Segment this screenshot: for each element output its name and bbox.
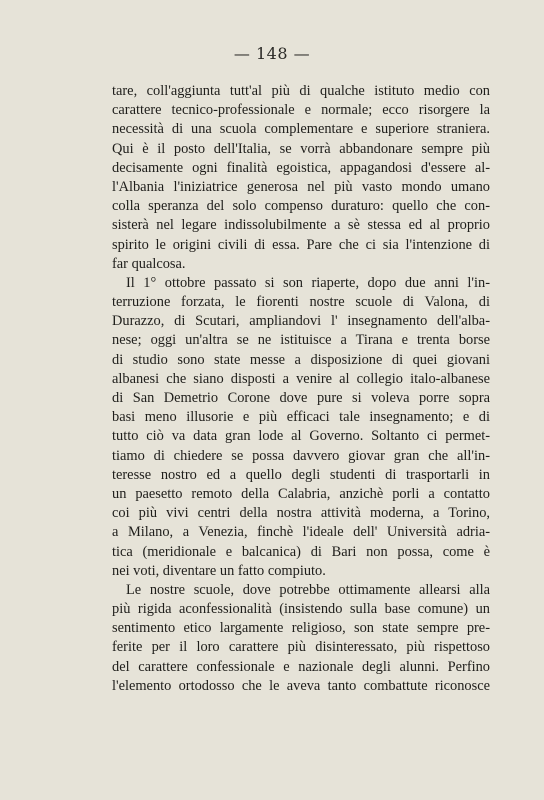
- text-line: teresse nostro ed a quello degli studenti di trasportarli in: [112, 466, 490, 483]
- text-line: basi meno illusorie e più efficaci tale insegnamento; e di: [112, 409, 490, 426]
- text-line: colla speranza del solo compenso duraturo: quello che con-: [112, 198, 490, 215]
- text-line: nese; oggi un'altra se ne istituisce a Tirana e trenta borse: [112, 332, 490, 349]
- page-number: — 148 —: [233, 44, 311, 63]
- text-line: terruzione forzata, le fiorenti nostre scuole di Valona, di: [112, 294, 490, 311]
- text-line: nei voti, diventare un fatto compiuto.: [112, 562, 326, 579]
- text-line: spirito le origini civili di essa. Pare che ci sia l'intenzione di: [112, 236, 490, 253]
- text-line: a Milano, a Venezia, finchè l'ideale dell' Università adria-: [112, 524, 490, 541]
- text-line: di studio sono state messe a disposizione di quei giovani: [112, 351, 490, 368]
- text-line: sentimento etico largamente religioso, son state sempre pre-: [112, 620, 490, 637]
- text-line: Il 1° ottobre passato si son riaperte, dopo due anni l'in-: [126, 274, 490, 291]
- text-line: tutto ciò va data gran lode al Governo. Soltanto ci permet-: [112, 428, 490, 445]
- text-line: l'elemento ortodosso che le aveva tanto combattute riconosce: [112, 677, 490, 694]
- body-text: [112, 82, 490, 696]
- text-line: tiamo di chiedere se possa davvero giovar gran che all'in-: [112, 447, 490, 464]
- text-line: Durazzo, di Scutari, ampliandovi l' insegnamento dell'alba-: [112, 313, 490, 330]
- text-line: un paesetto remoto della Calabria, anzichè porli a contatto: [112, 485, 490, 502]
- text-line: Qui è il posto dell'Italia, se vorrà abbandonare sempre più: [112, 140, 490, 157]
- text-line: albanesi che siano disposti a venire al collegio italo-albanese: [112, 370, 490, 387]
- text-line: decisamente ogni finalità egoistica, appagandosi d'essere al-: [112, 159, 490, 176]
- text-line: ferite per il loro carattere più disinteressato, più rispettoso: [112, 639, 490, 656]
- text-line: del carattere confessionale e nazionale degli alunni. Perfino: [112, 658, 490, 675]
- text-line: più rigida aconfessionalità (insistendo sulla base comune) un: [112, 601, 490, 618]
- text-line: far qualcosa.: [112, 255, 186, 272]
- text-line: l'Albania l'iniziatrice generosa nel più vasto mondo umano: [112, 178, 490, 195]
- text-line: coi più vivi centri della nostra attività moderna, a Torino,: [112, 505, 490, 522]
- text-line: Le nostre scuole, dove potrebbe ottimamente allearsi alla: [126, 581, 490, 598]
- text-line: di San Demetrio Corone dove pure si voleva porre sopra: [112, 390, 490, 406]
- text-line: sisterà nel legare indissolubilmente a sè stessa ed al proprio: [112, 217, 490, 234]
- text-line: tare, coll'aggiunta tutt'al più di qualche istituto medio con: [112, 83, 490, 99]
- text-line: carattere tecnico-professionale e normale; ecco risorgere la: [112, 102, 490, 119]
- text-line: tica (meridionale e balcanica) di Bari non possa, come è: [112, 543, 490, 560]
- text-line: necessità di una scuola complementare e superiore straniera.: [112, 121, 490, 138]
